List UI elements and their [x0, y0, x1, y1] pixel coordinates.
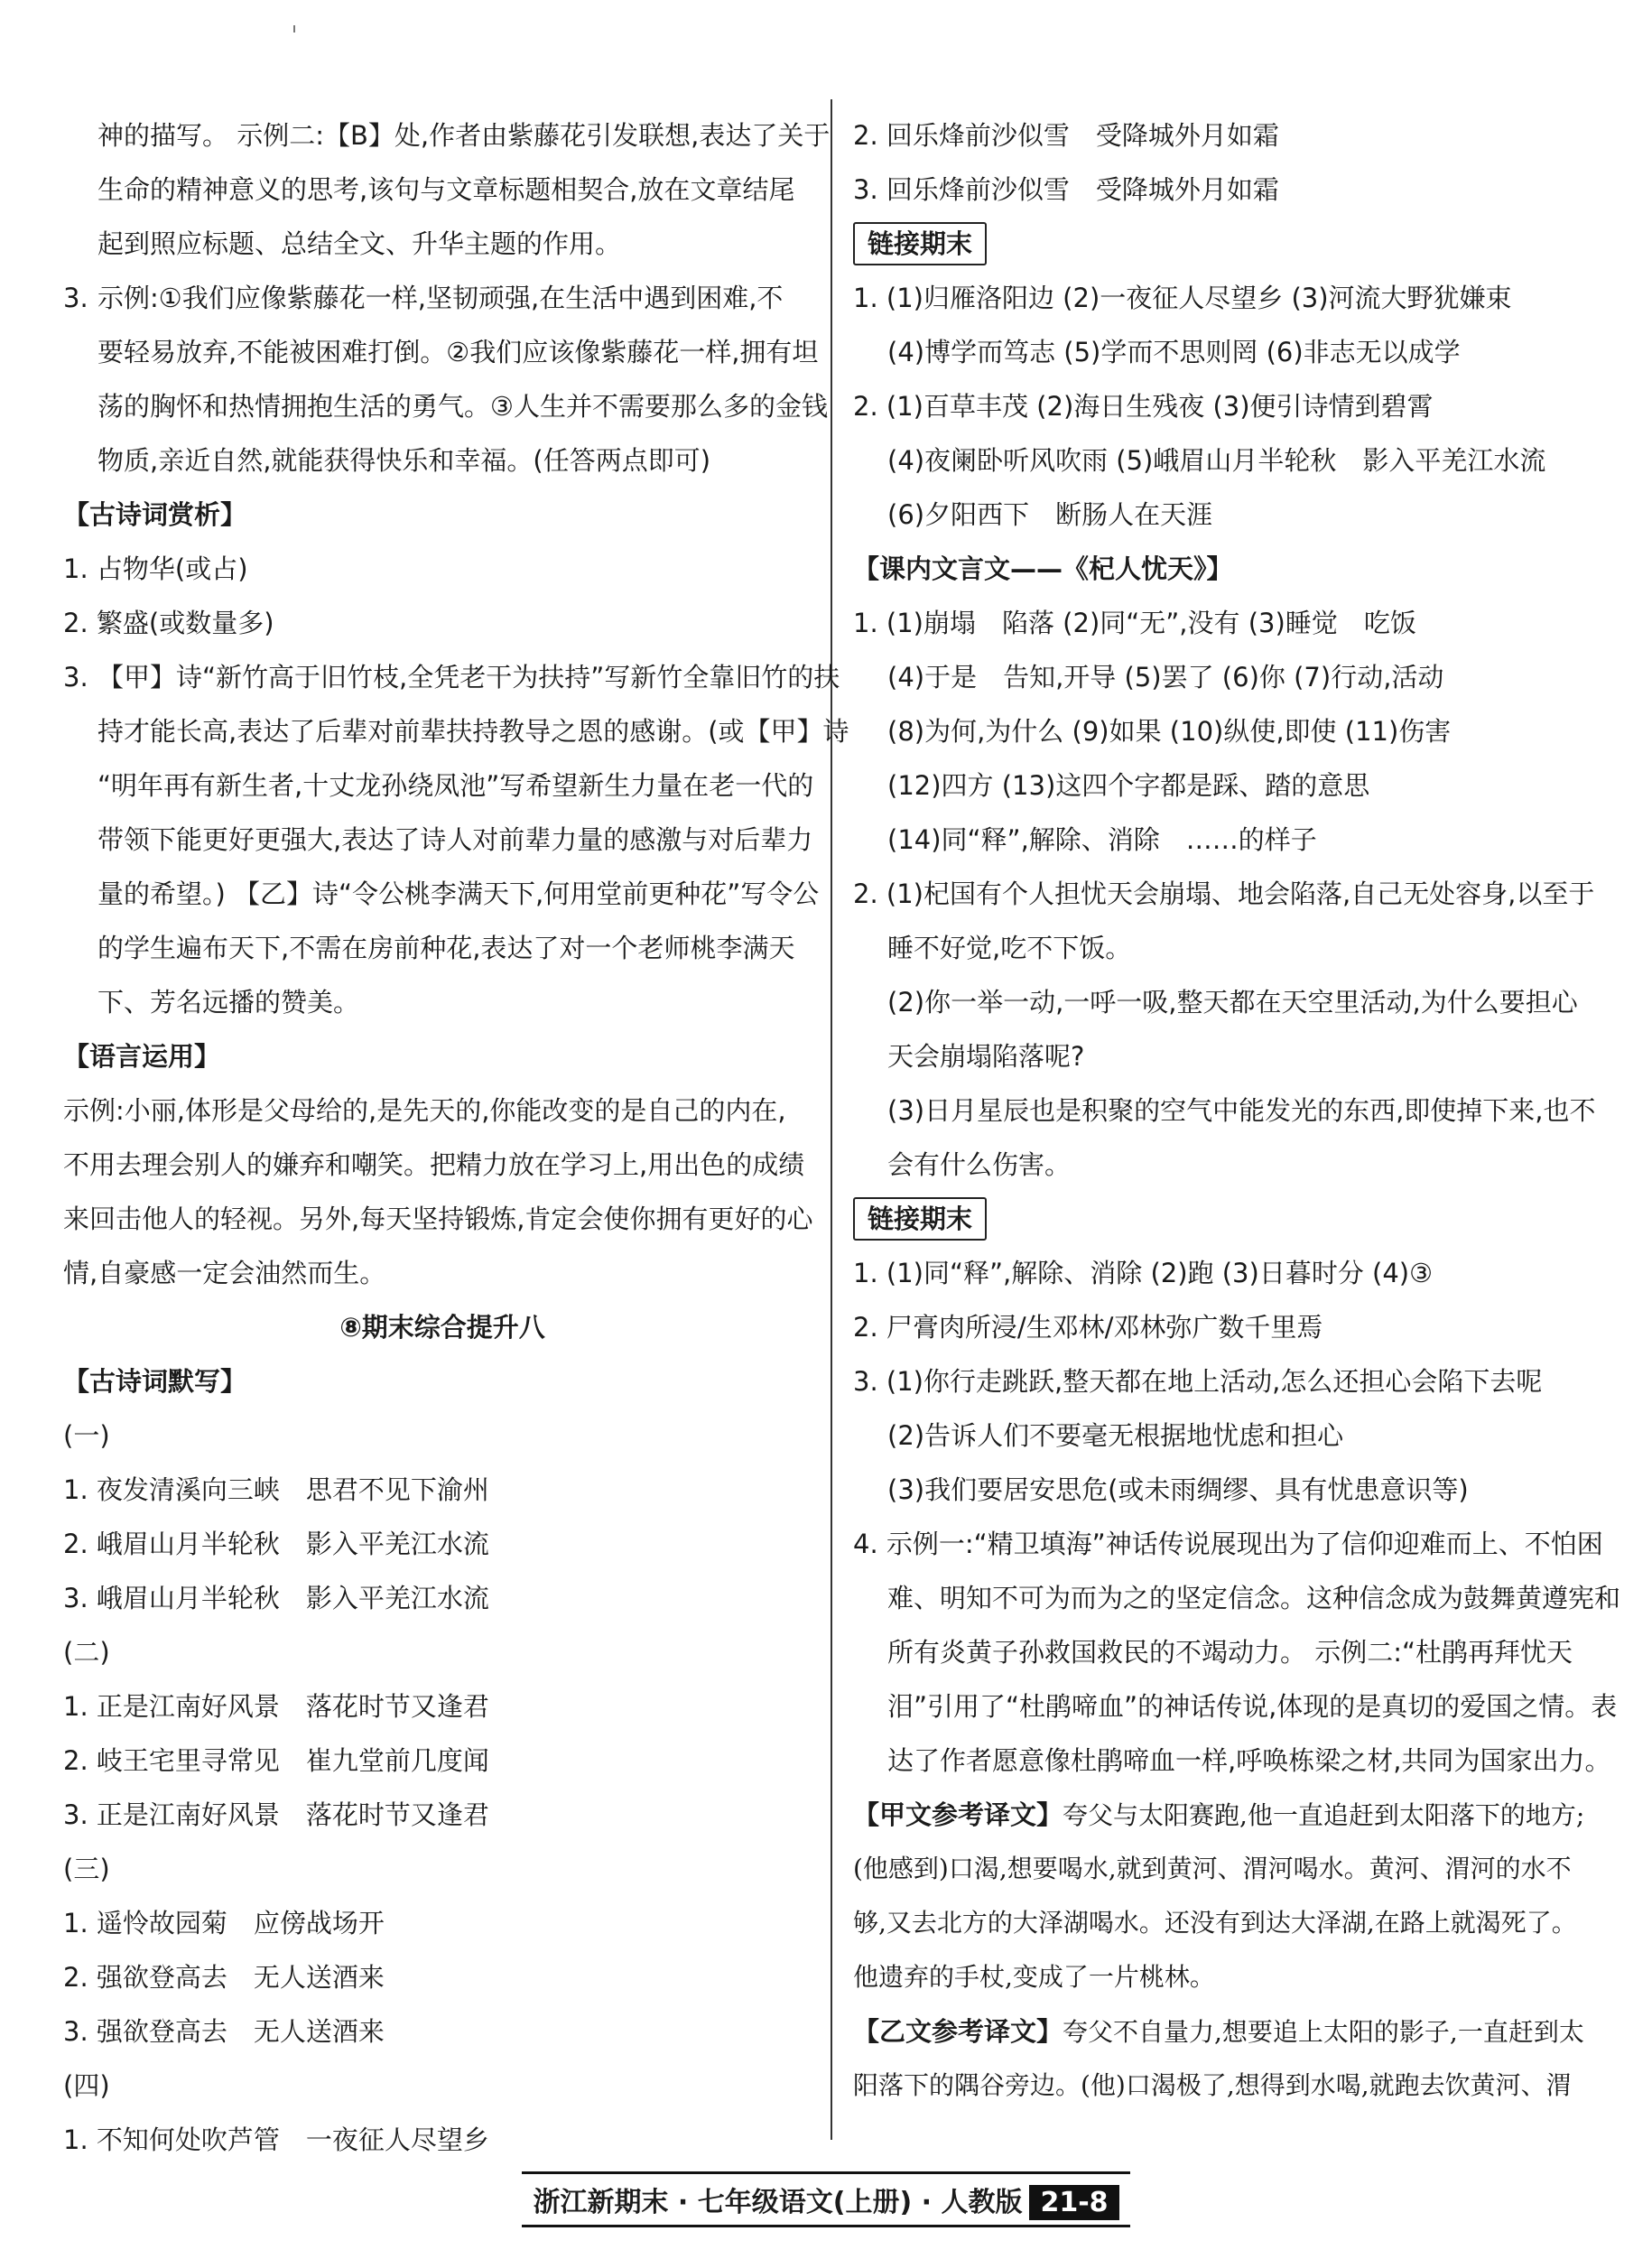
text-line: 不用去理会别人的嫌弃和嘲笑。把精力放在学习上,用出色的成绩	[63, 1149, 805, 1180]
text-line: 生命的精神意义的思考,该句与文章标题相契合,放在文章结尾	[97, 174, 795, 205]
section-heading: 【古诗词默写】	[63, 1366, 247, 1397]
text-line: 情,自豪感一定会油然而生。	[63, 1258, 386, 1288]
answer-item: 2. (1)百草丰茂 (2)海日生残夜 (3)便引诗情到碧霄	[853, 391, 1434, 422]
answer-item: 2. 回乐烽前沙似雪 受降城外月如霜	[853, 120, 1279, 151]
translation-line: 【乙文参考译文】夸父不自量力,想要追上太阳的影子,一直赶到太	[853, 2016, 1584, 2047]
link-box-row	[853, 1192, 1602, 1246]
text-line: 天会崩塌陷落呢?	[887, 1041, 1085, 1072]
answer-item: 1. (1)归雁洛阳边 (2)一夜征人尽望乡 (3)河流大野犹嫌束	[853, 283, 1512, 313]
text-line: (3)我们要居安思危(或未雨绸缪、具有忧患意识等)	[887, 1474, 1469, 1505]
item-number: 3.	[63, 662, 88, 693]
group-label: (三)	[63, 1854, 110, 1884]
answer-item: 2. 峨眉山月半轮秋 影入平羌江水流	[63, 1529, 489, 1559]
text-line: (12)四方 (13)这四个字都是踩、踏的意思	[887, 770, 1370, 801]
answer-item: 3. 示例:①我们应像紫藤花一样,坚韧顽强,在生活中遇到困难,不	[63, 271, 821, 325]
text-line: 达了作者愿意像杜鹃啼血一样,呼唤栋梁之材,共同为国家出力。	[887, 1745, 1611, 1776]
text-line: 的学生遍布天下,不需在房前种花,表达了对一个老师桃李满天	[97, 933, 795, 963]
answer-item: 3. 峨眉山月半轮秋 影入平羌江水流	[63, 1583, 489, 1613]
group-label: (四)	[63, 2070, 110, 2101]
text-line: (2)你一举一动,一呼一吸,整天都在天空里活动,为什么要担心	[887, 987, 1578, 1018]
text-line: (4)博学而笃志 (5)学而不思则罔 (6)非志无以成学	[887, 337, 1461, 367]
answer-item: 1. 不知何处吹芦管 一夜征人尽望乡	[63, 2124, 489, 2155]
answer-item: 2. 强欲登高去 无人送酒来	[63, 1962, 385, 1993]
translation-line: 【甲文参考译文】夸父与太阳赛跑,他一直追赶到太阳落下的地方;	[853, 1799, 1585, 1830]
translation-line: (他感到)口渴,想要喝水,就到黄河、渭河喝水。黄河、渭河的水不	[853, 1854, 1572, 1883]
answer-item: 4. 示例一:“精卫填海”神话传说展现出为了信仰迎难而上、不怕困	[853, 1529, 1603, 1559]
text-line: 带领下能更好更强大,表达了诗人对前辈力量的感激与对后辈力	[97, 824, 813, 855]
page-number: 21-8	[1029, 2185, 1118, 2220]
text-line: 持才能长高,表达了后辈对前辈扶持教导之恩的感谢。(或【甲】诗	[97, 716, 849, 747]
translation-tag: 【甲文参考译文】	[853, 1799, 1063, 1830]
right-column	[853, 108, 1621, 2113]
text-line: (2)告诉人们不要毫无根据地忧虑和担心	[887, 1420, 1344, 1451]
section-heading: 【古诗词赏析】	[63, 499, 247, 530]
group-label: (一)	[63, 1420, 110, 1451]
translation-line: 阳落下的隅谷旁边。(他)口渴极了,想得到水喝,就跑去饮黄河、渭	[853, 2070, 1572, 2100]
text-line: 示例:小丽,体形是父母给的,是先天的,你能改变的是自己的内在,	[63, 1095, 786, 1126]
text-line: 会有什么伤害。	[887, 1149, 1072, 1180]
answer-item: 1. 占物华(或占)	[63, 553, 248, 584]
text-line: 荡的胸怀和热情拥抱生活的勇气。③人生并不需要那么多的金钱	[97, 391, 828, 422]
footer-title: 浙江新期末 · 七年级语文(上册) · 人教版	[533, 2187, 1023, 2218]
column-divider	[831, 99, 832, 2140]
answer-item: 1. 遥怜故园菊 应傍战场开	[63, 1908, 385, 1938]
link-box-row	[853, 217, 1602, 271]
link-final-tag: 链接期末	[853, 1197, 987, 1241]
answer-item: 1. (1)同“释”,解除、消除 (2)跑 (3)日暮时分 (4)③	[853, 1258, 1434, 1288]
text-line: 难、明知不可为而为之的坚定信念。这种信念成为鼓舞黄遵宪和	[887, 1583, 1621, 1613]
text-line: 睡不好觉,吃不下饭。	[887, 933, 1132, 963]
answer-item: 3. (1)你行走跳跃,整天都在地上活动,怎么还担心会陷下去呢	[853, 1366, 1543, 1397]
answer-item: 3. 正是江南好风景 落花时节又逢君	[63, 1799, 489, 1830]
text-line: 下、芳名远播的赞美。	[97, 987, 360, 1018]
translation-line: 他遗弃的手杖,变成了一片桃林。	[853, 1962, 1215, 1992]
link-final-tag: 链接期末	[853, 222, 987, 265]
answer-item: 3. 强欲登高去 无人送酒来	[63, 2016, 385, 2047]
text-line: (4)夜阑卧听风吹雨 (5)峨眉山月半轮秋 影入平羌江水流	[887, 445, 1546, 476]
answer-item: 1. 夜发清溪向三峡 思君不见下渝州	[63, 1474, 489, 1505]
translation-line: 够,又去北方的大泽湖喝水。还没有到达大泽湖,在路上就渴死了。	[853, 1908, 1577, 1938]
text-line: (3)日月星辰也是积聚的空气中能发光的东西,即使掉下来,也不	[887, 1095, 1596, 1126]
page-footer	[0, 2171, 1652, 2227]
answer-item: 1. 正是江南好风景 落花时节又逢君	[63, 1691, 489, 1722]
answer-item: 3. 【甲】诗“新竹高于旧竹枝,全凭老干为扶持”写新竹全靠旧竹的扶	[63, 650, 821, 704]
text-line: 要轻易放弃,不能被困难打倒。②我们应该像紫藤花一样,拥有坦	[97, 337, 819, 367]
text-line: 所有炎黄子孙救国救民的不竭动力。 示例二:“杜鹃再拜忧天	[887, 1637, 1573, 1668]
left-column	[63, 108, 849, 2167]
text-line: 起到照应标题、总结全文、升华主题的作用。	[97, 228, 622, 259]
text-line: 神的描写。 示例二:【B】处,作者由紫藤花引发联想,表达了关于	[97, 120, 831, 151]
text-line: “明年再有新生者,十丈龙孙绕凤池”写希望新生力量在老一代的	[97, 770, 814, 801]
answer-item: 3. 回乐烽前沙似雪 受降城外月如霜	[853, 174, 1279, 205]
answer-item: 2. 尸膏肉所浸/生邓林/邓林弥广数千里焉	[853, 1312, 1323, 1343]
text-line: (14)同“释”,解除、消除 ……的样子	[887, 824, 1317, 855]
answer-item: 2. (1)杞国有个人担忧天会崩塌、地会陷落,自己无处容身,以至于	[853, 878, 1595, 909]
text-line: (6)夕阳西下 断肠人在天涯	[887, 499, 1213, 530]
text-line: 物质,亲近自然,就能获得快乐和幸福。(任答两点即可)	[97, 445, 711, 476]
text-line: (8)为何,为什么 (9)如果 (10)纵使,即使 (11)伤害	[887, 716, 1452, 747]
section-title: ⑧期末综合提升八	[339, 1312, 545, 1343]
answer-item: 2. 岐王宅里寻常见 崔九堂前几度闻	[63, 1745, 489, 1776]
answer-item: 1. (1)崩塌 陷落 (2)同“无”,没有 (3)睡觉 吃饭	[853, 608, 1416, 638]
print-mark	[293, 25, 295, 33]
footer-box	[522, 2171, 1129, 2227]
text-line: 来回击他人的轻视。另外,每天坚持锻炼,肯定会使你拥有更好的心	[63, 1204, 813, 1234]
section-heading: 【课内文言文——《杞人忧天》】	[853, 553, 1233, 584]
text-line: 泪”引用了“杜鹃啼血”的神话传说,体现的是真切的爱国之情。表	[887, 1691, 1618, 1722]
group-label: (二)	[63, 1637, 110, 1668]
translation-tag: 【乙文参考译文】	[853, 2016, 1063, 2047]
item-number: 3.	[63, 283, 88, 313]
text-line: (4)于是 告知,开导 (5)罢了 (6)你 (7)行动,活动	[887, 662, 1444, 693]
text-line: 量的希望。) 【乙】诗“令公桃李满天下,何用堂前更种花”写令公	[97, 878, 820, 909]
answer-item: 2. 繁盛(或数量多)	[63, 608, 274, 638]
section-heading: 【语言运用】	[63, 1041, 221, 1072]
